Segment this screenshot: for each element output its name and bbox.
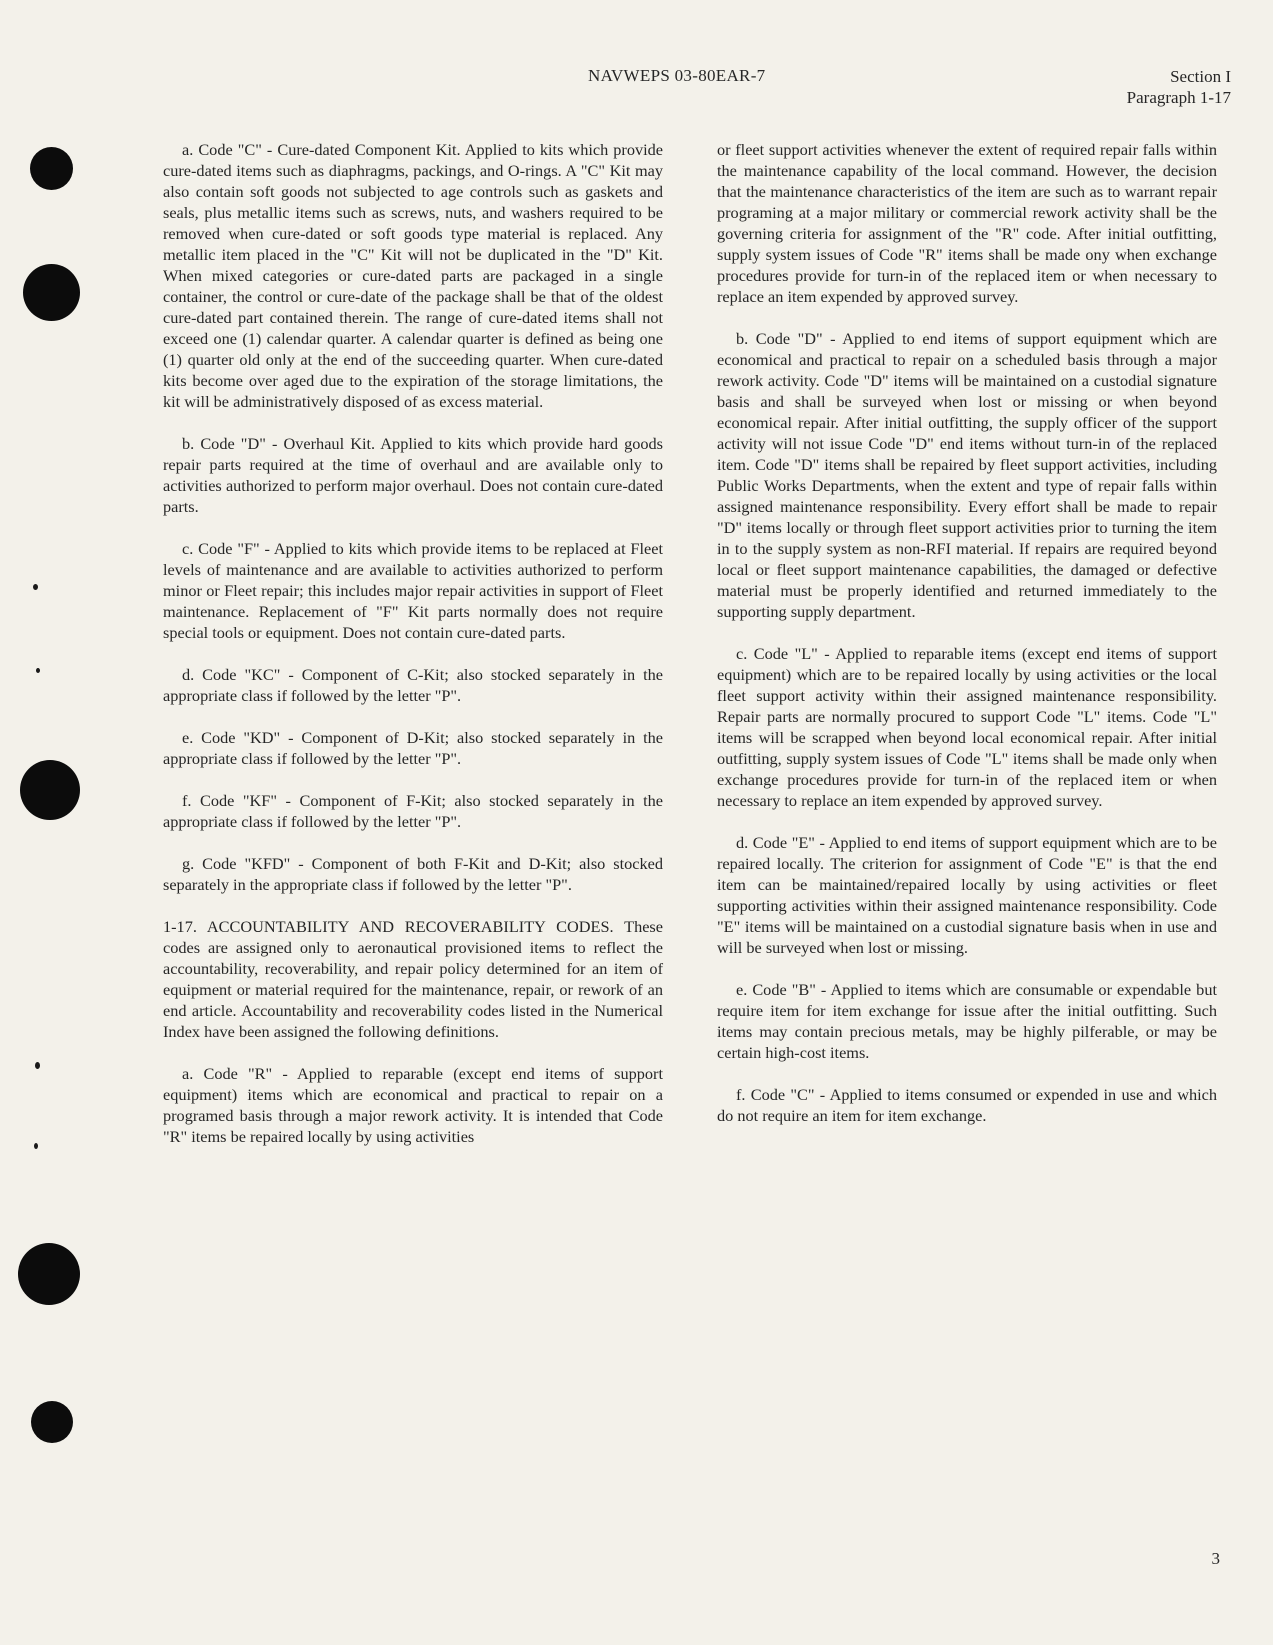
speck (35, 1062, 40, 1069)
paragraph: g. Code "KFD" - Component of both F-Kit and D-Kit; also stocked separately in the appropriate class if followed by the letter "P". (163, 854, 663, 894)
paragraph: a. Code "R" - Applied to reparable (except end items of support equipment) items which are economical and practical to repair on a programed basis through a major rework activity. It is intended that Code "R" items be repaired locally by using activities (163, 1064, 663, 1146)
paragraph: b. Code "D" - Overhaul Kit. Applied to kits which provide hard goods repair parts required at the time of overhaul and are available only to activities authorized to perform major overhaul. Does not contain cure-dated parts. (163, 434, 663, 516)
paragraph: d. Code "E" - Applied to end items of support equipment which are to be repaired locally. The criterion for assignment of Code "E" is that the end item can be maintained/repaired locally by using activities or fleet supporting activities within their assigned maintenance responsibility. Code "E" items will be maintained on a custodial signature basis when in use and will be surveyed when lost or missing. (717, 833, 1217, 957)
left-column (163, 139, 663, 1147)
section-reference (1011, 66, 1231, 108)
punch-hole (18, 1243, 80, 1305)
paragraph-label: Paragraph 1-17 (1126, 88, 1231, 107)
punch-hole (20, 760, 80, 820)
paragraph: b. Code "D" - Applied to end items of support equipment which are economical and practical to repair on a scheduled basis through a major rework activity. Code "D" items will be maintained on a custodial signature basis and shall be surveyed when lost or missing or when beyond economical repair. After initial outfitting, the supply officer of the support activity will not issue Code "D" end items without turn-in of the replaced item. Code "D" items shall be repaired by fleet support activities, including Public Works Departments, when the extent and type of repair falls within assigned maintenance responsibility. Every effort shall be made to repair "D" items locally or through fleet support activities prior to turning the item in to the supply system as non-RFI material. If repairs are required beyond local or fleet support maintenance capabilities, the damaged or defective material must be properly identified and returned immediately to the supporting supply department. (717, 329, 1217, 621)
page-number: 3 (1211, 1549, 1220, 1568)
paragraph: f. Code "C" - Applied to items consumed or expended in use and which do not require an item for item exchange. (717, 1085, 1217, 1125)
section-label: Section I (1170, 67, 1231, 86)
punch-hole (31, 1401, 73, 1443)
punch-hole (30, 147, 73, 190)
right-column (717, 139, 1217, 1126)
paragraph: a. Code "C" - Cure-dated Component Kit. Applied to kits which provide cure-dated items such as diaphragms, packings, and O-rings. A "C" Kit may also contain soft goods not subjected to age controls such as gaskets and seals, plus metallic items such as screws, nuts, and washers required to be removed when cure-dated or soft goods type material is replaced. Any metallic item placed in the "C" Kit will not be duplicated in the "D" Kit. When mixed categories or cure-dated parts are packaged in a single container, the control or cure-date of the package shall be that of the oldest cure-dated part contained therein. The range of cure-dated items shall not exceed one (1) calendar quarter. A calendar quarter is defined as being one (1) quarter old only at the end of the succeeding quarter. When cure-dated kits become over aged due to the expiration of the storage limitations, the kit will be administratively disposed of as excess material. (163, 140, 663, 411)
speck (33, 584, 38, 590)
paragraph: or fleet support activities whenever the extent of required repair falls within the maintenance capability of the local command. However, the decision that the maintenance characteristics of the item are such as to warrant repair programing at a major military or commercial rework activity shall be the governing criteria for assignment of the "R" code. After initial outfitting, supply system issues of Code "R" items shall be made ony when exchange procedures provide for turn-in of the replaced item or when necessary to replace an item expended by approved survey. (717, 140, 1217, 306)
speck (34, 1143, 38, 1149)
paragraph: f. Code "KF" - Component of F-Kit; also stocked separately in the appropriate class if followed by the letter "P". (163, 791, 663, 831)
punch-hole (23, 264, 80, 321)
paragraph: c. Code "L" - Applied to reparable items (except end items of support equipment) which are to be repaired locally by using activities or the local fleet support activity within their assigned maintenance responsibility. Repair parts are normally procured to support Code "L" items. Code "L" items will be scrapped when beyond local economical repair. After initial outfitting, supply system issues of Code "L" items shall be made only when exchange procedures provide for turn-in of the replaced item or when necessary to replace an item expended by approved survey. (717, 644, 1217, 810)
speck (36, 668, 40, 673)
paragraph: e. Code "KD" - Component of D-Kit; also stocked separately in the appropriate class if followed by the letter "P". (163, 728, 663, 768)
document-number: NAVWEPS 03-80EAR-7 (588, 66, 766, 85)
paragraph: e. Code "B" - Applied to items which are consumable or expendable but require item for item exchange for issue after the initial outfitting. Such items may contain precious metals, may be highly pilferable, or may be certain high-cost items. (717, 980, 1217, 1062)
section-heading-paragraph: 1-17. ACCOUNTABILITY AND RECOVERABILITY CODES. These codes are assigned only to aeronautical provisioned items to reflect the accountability, recoverability, and repair policy determined for an item of equipment or material required for the maintenance, repair, or rework of an end article. Accountability and recoverability codes listed in the Numerical Index have been assigned the following definitions. (163, 917, 663, 1041)
paragraph: d. Code "KC" - Component of C-Kit; also stocked separately in the appropriate class if followed by the letter "P". (163, 665, 663, 705)
paragraph: c. Code "F" - Applied to kits which provide items to be replaced at Fleet levels of maintenance and are available to activities authorized to perform minor or Fleet repair; this includes major repair activities in support of Fleet maintenance. Replacement of "F" Kit parts normally does not require special tools or equipment. Does not contain cure-dated parts. (163, 539, 663, 642)
